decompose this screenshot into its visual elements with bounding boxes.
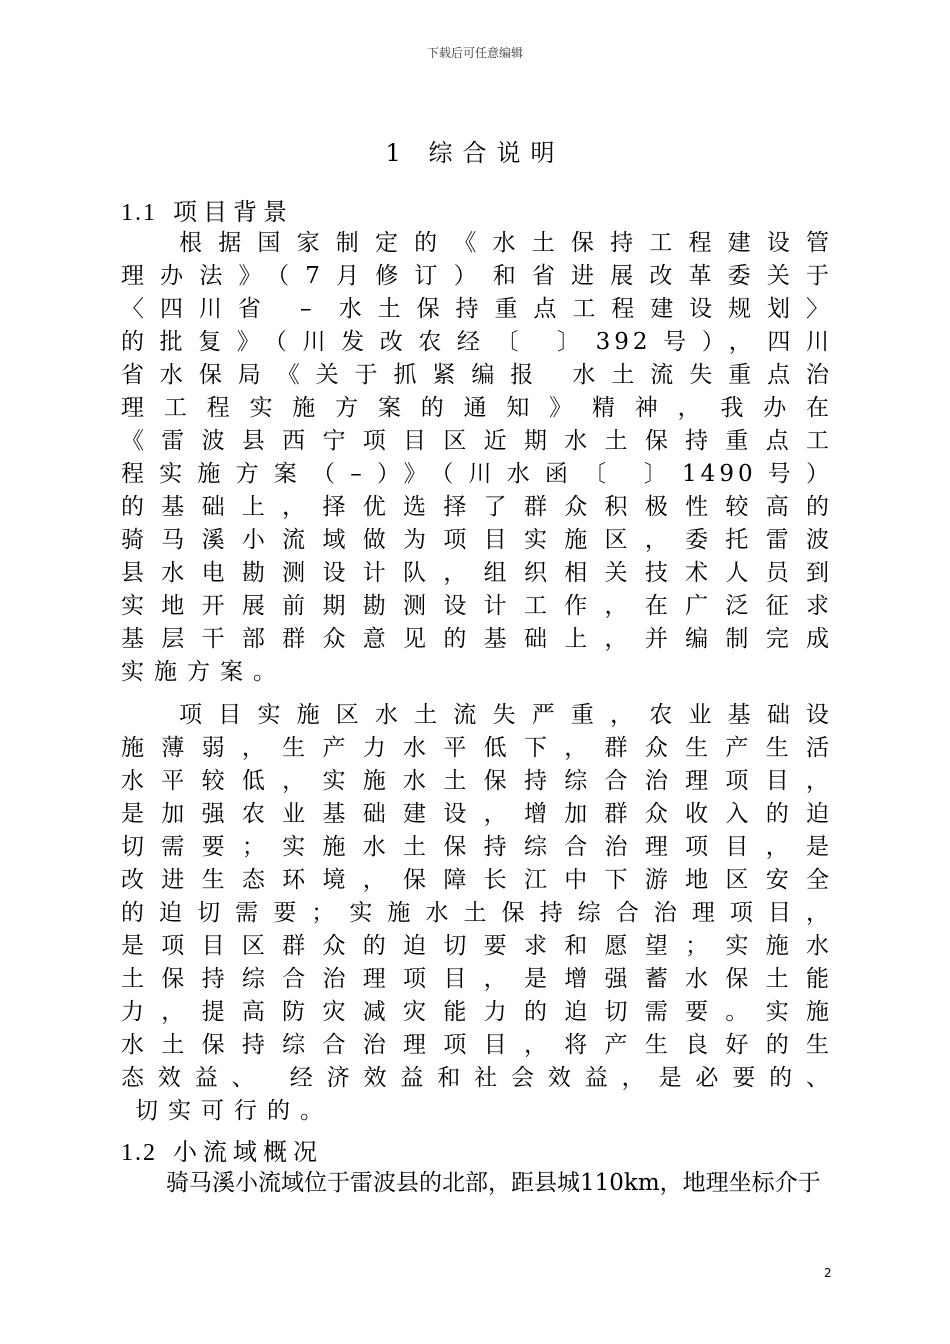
section-2-number: 1.2 (121, 1140, 157, 1166)
text-line: 态效益、 经济效益和社会效益，是必要的、 (121, 1065, 833, 1091)
text-line: 施薄弱，生产力水平低下，群众生产生活 (121, 735, 833, 761)
page-title: 1 综合说明 (385, 139, 565, 167)
text-line: 理工程实施方案的通知》精神，我办在 (121, 395, 833, 421)
text-line: 程实施方案（–）》（川水函〔 〕1490号） (121, 461, 833, 487)
text-line: 骑马溪小流域做为项目实施区，委托雷波 (121, 527, 833, 553)
text-line: 理办法》（7月修订）和省进展改革委关于 (121, 263, 833, 289)
text-line: 根据国家制定的《水土保持工程建设管 (179, 230, 833, 256)
text-line: 水土保持综合治理项目，将产生良好的生 (121, 1032, 833, 1058)
section-1-heading (121, 196, 293, 229)
text-line: 〈四川省 – 水土保持重点工程建设规划〉 (121, 296, 833, 322)
text-line: 土保持综合治理项目，是增强蓄水保土能 (121, 966, 833, 992)
text-line: 基层干部群众意见的基础上，并编制完成 (121, 626, 833, 652)
section-1-title: 项目背景 (173, 198, 293, 226)
text-line: 水平较低，实施水土保持综合治理项目， (121, 768, 833, 794)
text-line: 的迫切需要；实施水土保持综合治理项目， (121, 900, 833, 926)
text-line: 力，提高防灾减灾能力的迫切需要。实施 (121, 999, 833, 1025)
text-line: 切需要；实施水土保持综合治理项目，是 (121, 834, 833, 860)
text-line: 改进生态环境，保障长江中下游地区安全 (121, 867, 833, 893)
text-line: 的基础上，择优选择了群众积极性较高的 (121, 494, 833, 520)
text-line: 项目实施区水土流失严重，农业基础设 (179, 702, 833, 728)
section-2-paragraph: 骑马溪小流域位于雷波县的北部，距县城110km，地理坐标介于 (166, 1170, 821, 1196)
section-2-title: 小流域概况 (173, 1138, 323, 1166)
text-line: 是项目区群众的迫切要求和愿望；实施水 (121, 933, 833, 959)
text-line: 省水保局《关于抓紧编报 水土流失重点治 (121, 362, 833, 388)
section-1-paragraph-1 (121, 227, 833, 689)
text-line: 实施方案。 (121, 659, 286, 685)
header-note: 下载后可任意编辑 (426, 46, 523, 60)
text-line: 切实可行的。 (135, 1098, 333, 1124)
section-1-paragraph-2 (121, 699, 833, 1128)
text-line: 的批复》（川发改农经〔 〕392号），四川 (121, 329, 833, 355)
section-2-heading (121, 1136, 323, 1169)
page-number: 2 (824, 1266, 832, 1280)
text-line: 县水电勘测设计队，组织相关技术人员到 (121, 560, 833, 586)
text-line: 实地开展前期勘测设计工作，在广泛征求 (121, 593, 833, 619)
text-line: 是加强农业基础建设，增加群众收入的迫 (121, 801, 833, 827)
text-line: 《雷波县西宁项目区近期水土保持重点工 (121, 428, 833, 454)
section-1-number: 1.1 (121, 200, 157, 226)
